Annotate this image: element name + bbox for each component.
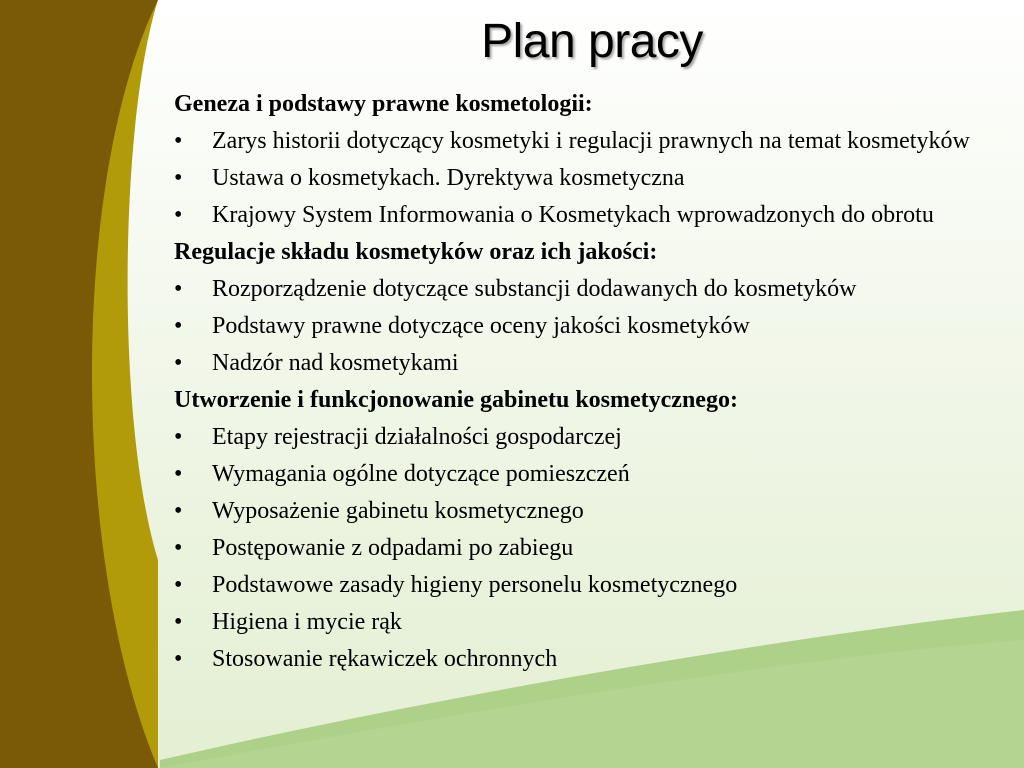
list-item-text: Podstawy prawne dotyczące oceny jakości kosmetyków [212, 313, 750, 339]
bullet: • [174, 535, 183, 561]
list-item [174, 311, 1004, 341]
list-item-text: Podstawowe zasady higieny personelu kosmetycznego [212, 572, 738, 598]
bullet: • [174, 424, 183, 450]
section-heading: Utworzenie i funkcjonowanie gabinetu kosmetycznego: [174, 387, 738, 413]
list-item-text: Krajowy System Informowania o Kosmetykach wprowadzonych do obrotu [212, 202, 934, 228]
list-item-text: Zarys historii dotyczący kosmetyki i regulacji prawnych na temat kosmetyków [212, 128, 970, 154]
list-item [174, 607, 1004, 637]
list-item [174, 459, 1004, 489]
slide-title: Plan pracy [481, 15, 703, 68]
list-item-text: Higiena i mycie rąk [212, 609, 402, 635]
bullet: • [174, 276, 183, 302]
bullet: • [174, 609, 183, 635]
list-item-text: Ustawa o kosmetykach. Dyrektywa kosmetyczna [212, 165, 685, 191]
list-item [174, 126, 1004, 156]
list-item-text: Postępowanie z odpadami po zabiegu [212, 535, 574, 561]
list-item-text: Stosowanie rękawiczek ochronnych [212, 646, 558, 672]
bullet: • [174, 165, 183, 191]
bullet: • [174, 646, 183, 672]
list-item [174, 422, 1004, 452]
bullet: • [174, 350, 183, 376]
list-item-text: Wymagania ogólne dotyczące pomieszczeń [212, 461, 630, 487]
list-item [174, 274, 1004, 304]
bullet: • [174, 313, 183, 339]
list-item-text: Nadzór nad kosmetykami [212, 350, 459, 376]
section-heading: Regulacje składu kosmetyków oraz ich jakości: [174, 239, 658, 265]
list-item [174, 644, 1004, 674]
list-item [174, 200, 1004, 230]
list-item-text: Wyposażenie gabinetu kosmetycznego [212, 498, 584, 524]
bullet: • [174, 498, 183, 524]
bullet: • [174, 572, 183, 598]
list-item-text: Rozporządzenie dotyczące substancji dodawanych do kosmetyków [212, 276, 857, 302]
agenda-list [174, 89, 1004, 681]
list-item-text: Etapy rejestracji działalności gospodarczej [212, 424, 622, 450]
bullet: • [174, 202, 183, 228]
list-item [174, 496, 1004, 526]
bullet: • [174, 461, 183, 487]
list-item [174, 533, 1004, 563]
bullet: • [174, 128, 183, 154]
list-item [174, 163, 1004, 193]
list-item [174, 348, 1004, 378]
list-item [174, 570, 1004, 600]
section-heading: Geneza i podstawy prawne kosmetologii: [174, 91, 593, 117]
